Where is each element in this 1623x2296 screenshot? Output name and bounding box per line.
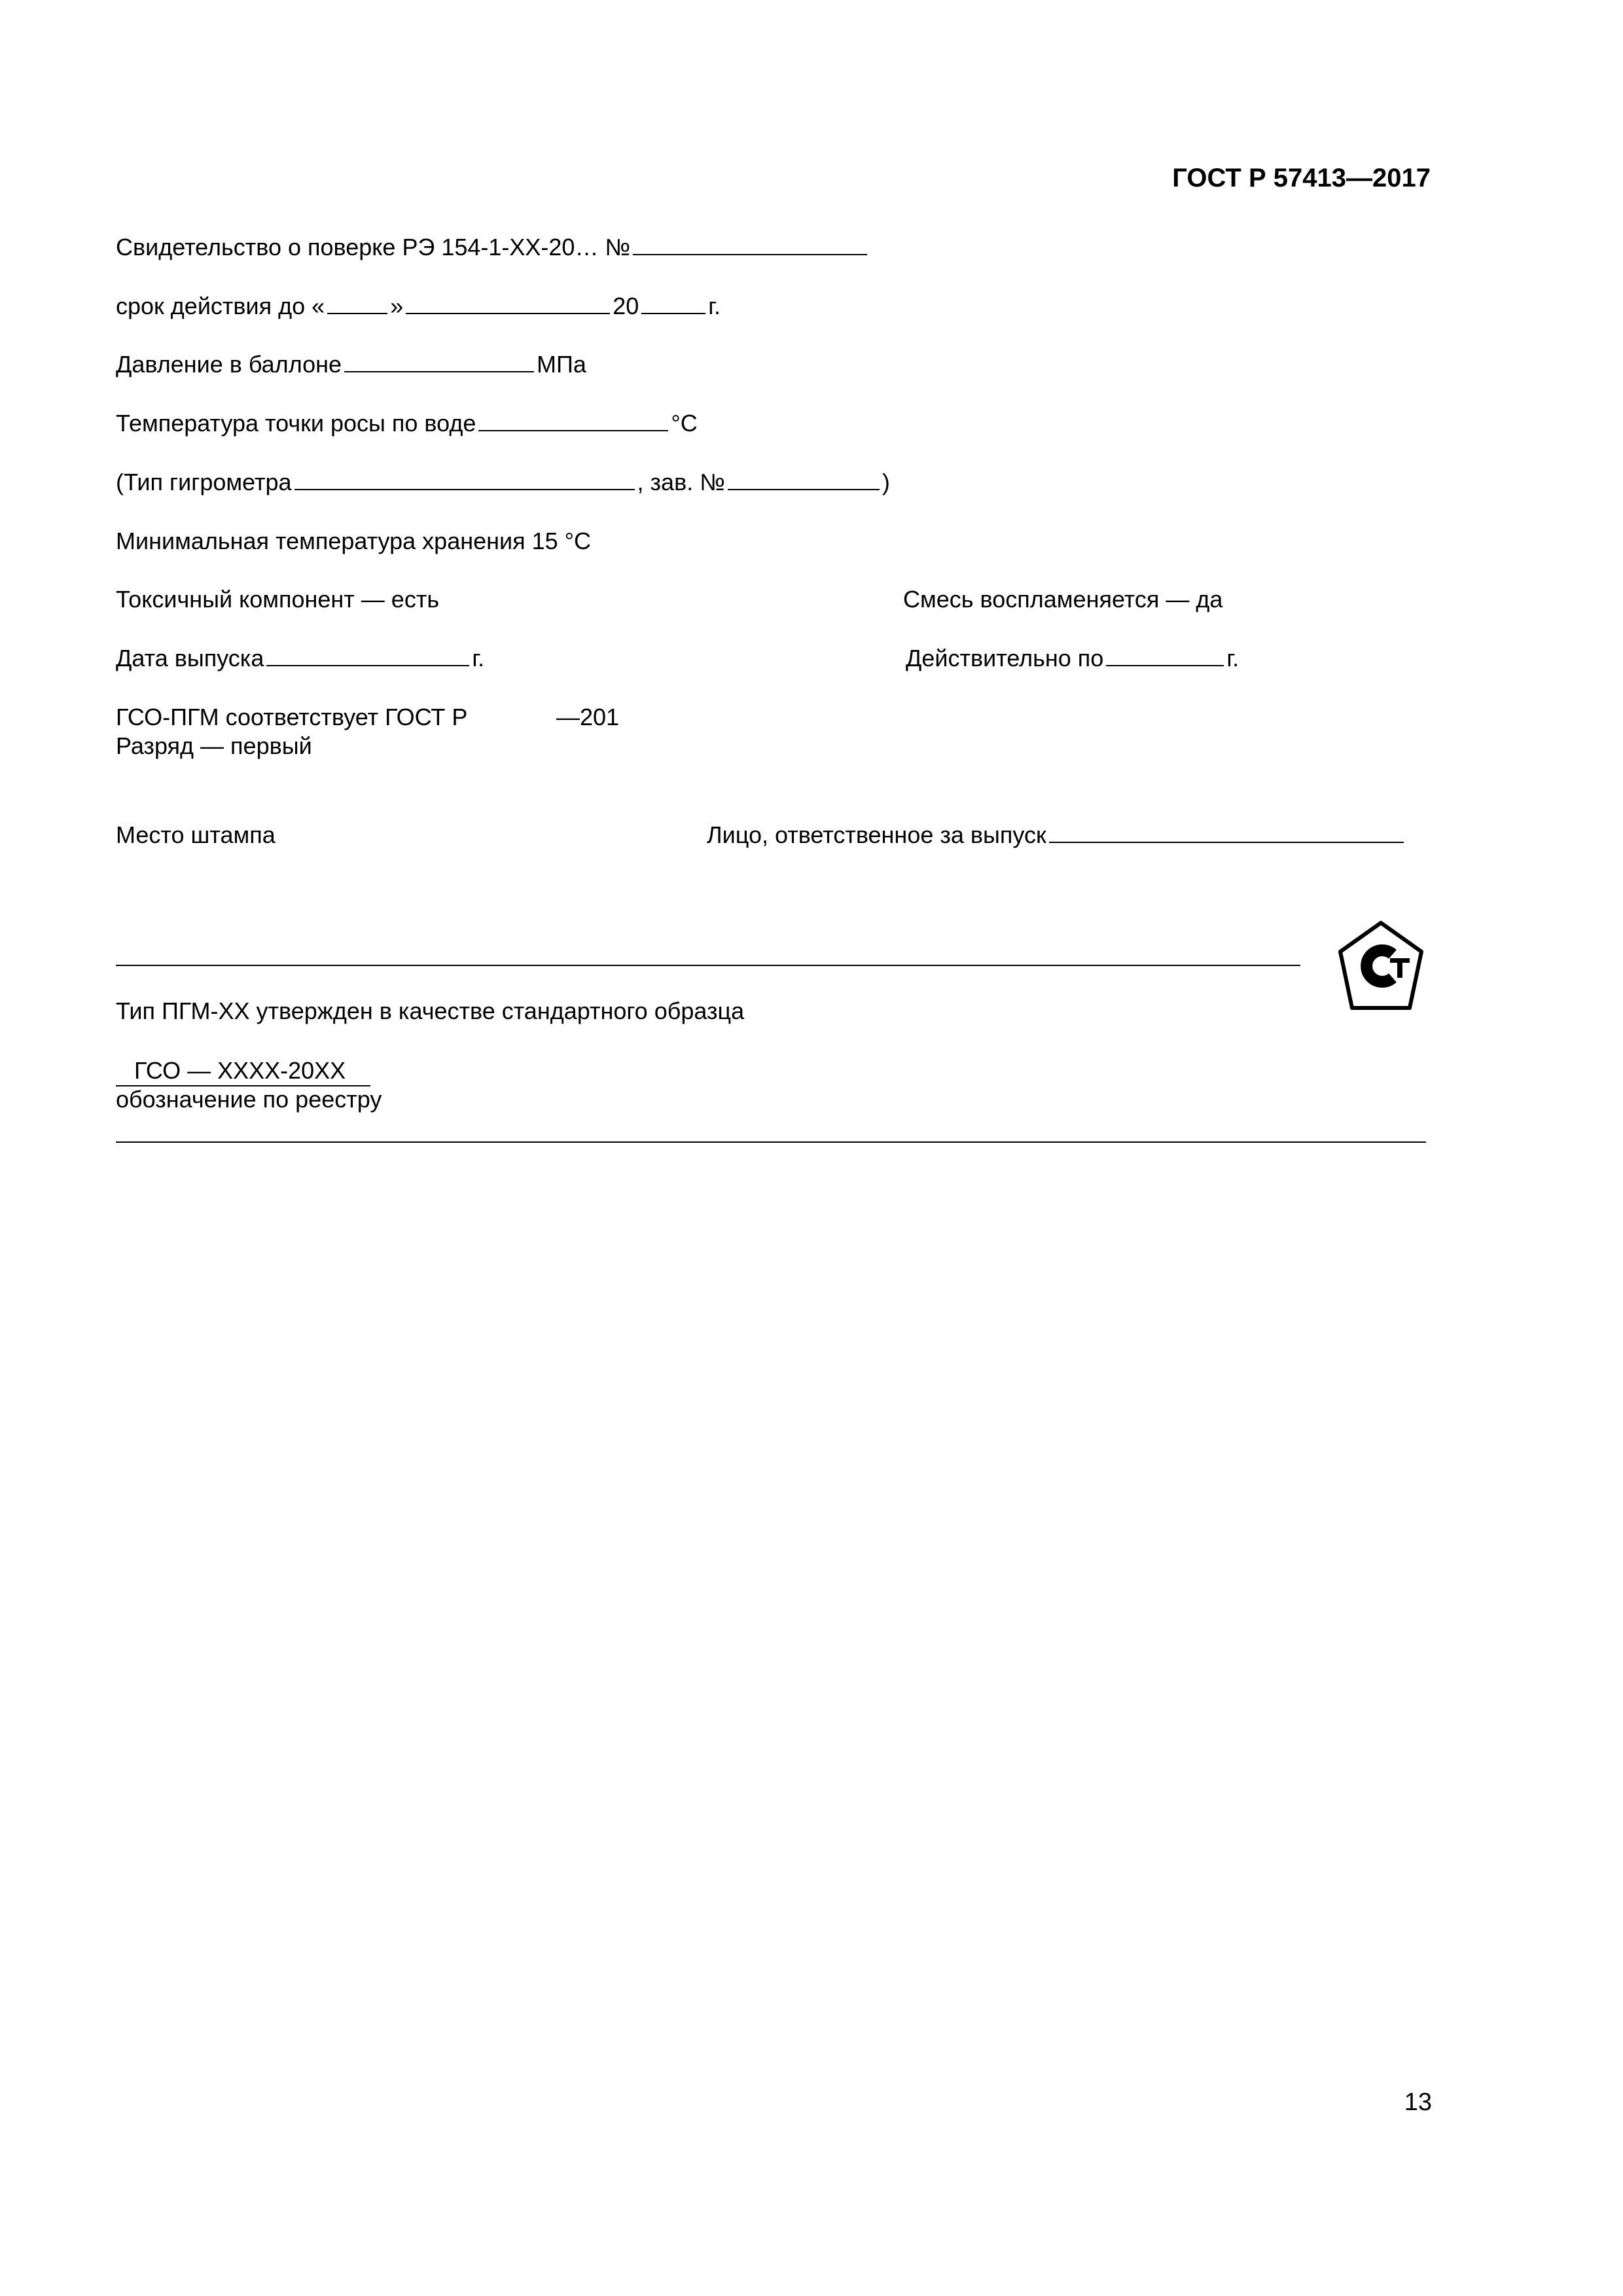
dewpoint-line — [116, 409, 698, 438]
certificate-number-blank — [633, 234, 867, 255]
registry-code: ГСО — ХХХХ-20ХХ — [116, 1056, 370, 1086]
hygrometer-label: (Тип гигрометра — [116, 469, 292, 495]
pressure-blank — [344, 351, 534, 372]
release-date-line — [116, 644, 484, 673]
responsible-line — [707, 821, 1406, 850]
stamp-place: Место штампа — [116, 821, 276, 848]
document-header-code: ГОСТ Р 57413—2017 — [1172, 164, 1431, 192]
validity-day-blank — [327, 293, 387, 314]
hygrometer-serial-label: , зав. № — [637, 469, 725, 495]
gost-r-certification-mark-icon — [1332, 918, 1429, 1014]
valid-until-label: Действительно по — [906, 645, 1104, 672]
toxic-component: Токсичный компонент — есть — [116, 586, 440, 613]
flammable: Смесь воспламеняется — да — [903, 586, 1223, 613]
dewpoint-blank — [478, 410, 668, 431]
validity-month-blank — [406, 293, 610, 314]
validity-label: срок действия до « — [116, 293, 325, 319]
validity-year-blank — [641, 293, 705, 314]
divider-line-bottom — [116, 1141, 1426, 1143]
valid-until-blank — [1106, 645, 1224, 666]
responsible-blank — [1049, 822, 1404, 843]
pressure-line — [116, 350, 586, 379]
validity-year-prefix: 20 — [613, 293, 639, 319]
dewpoint-label: Температура точки росы по воде — [116, 410, 476, 437]
dewpoint-unit: °С — [671, 410, 698, 437]
responsible-label: Лицо, ответственное за выпуск — [707, 821, 1046, 848]
release-date-suffix: г. — [472, 645, 485, 672]
pressure-unit: МПа — [537, 351, 586, 378]
grade: Разряд — первый — [116, 732, 312, 759]
validity-line — [116, 292, 721, 321]
page-number: 13 — [1404, 2089, 1432, 2116]
registry-caption: обозначение по реестру — [116, 1086, 382, 1113]
divider-line-top — [116, 965, 1300, 966]
hygrometer-line — [116, 468, 890, 497]
valid-until-line — [906, 644, 1239, 673]
release-date-blank — [266, 645, 469, 666]
certificate-line — [116, 233, 870, 262]
release-date-label: Дата выпуска — [116, 645, 264, 672]
validity-quote-close: » — [390, 293, 404, 319]
pressure-label: Давление в баллоне — [116, 351, 342, 378]
gso-compliance: ГСО-ПГМ соответствует ГОСТ Р — [116, 704, 468, 730]
min-storage-temp: Минимальная температура хранения 15 °С — [116, 528, 592, 554]
gso-compliance-year: —201 — [556, 704, 620, 730]
hygrometer-type-blank — [294, 469, 635, 490]
approval-type-text: Тип ПГМ-ХХ утвержден в качестве стандартного образца — [116, 997, 745, 1024]
hygrometer-close: ) — [882, 469, 890, 495]
hygrometer-serial-blank — [728, 469, 880, 490]
validity-year-suffix: г. — [708, 293, 721, 319]
certificate-label: Свидетельство о поверке РЭ 154-1-ХХ-20… № — [116, 234, 631, 260]
valid-until-suffix: г. — [1226, 645, 1240, 672]
